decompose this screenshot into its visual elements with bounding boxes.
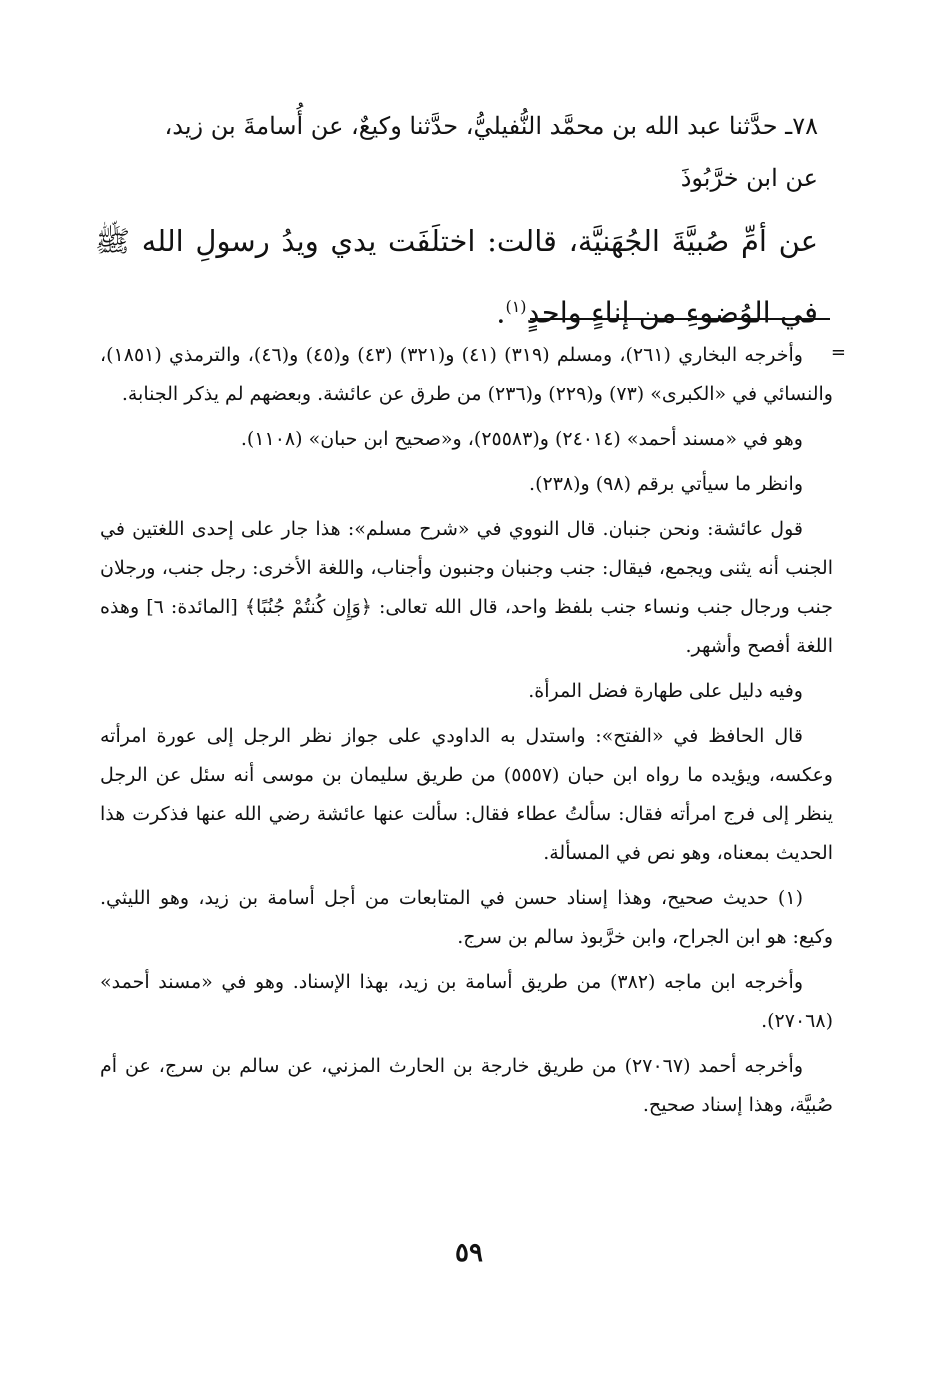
note-paragraph-5: وفيه دليل على طهارة فضل المرأة.: [528, 680, 803, 702]
note-paragraph-6: قال الحافظ في «الفتح»: واستدل به الداودي على جواز نظر الرجل إلى عورة امرأته وعكسه، ويؤيده ما رواه ابن حبان (٥٥٥٧) من طريق سليمان بن موسى أنه سئل عن الرجل ينظر إلى فرج امرأته فقال: سألتُ عطاء فقال: سألت عنها عائشة رضي الله عنها فذكرت هذا الحديث بمعناه، وهو نص في المسألة.: [100, 725, 833, 864]
hadith-chain-line-1: ٧٨ـ حدَّثنا عبد الله بن محمَّد النُّفيليُّ، حدَّثنا وكيعٌ، عن أُسامةَ بن زيد،: [164, 112, 818, 140]
footnote-divider: [530, 318, 830, 320]
hadith-matn-text: عن أمِّ صُبيَّةَ الجُهَنيَّة، قالت: اختلَفَت يدي ويدُ رسولِ الله ﷺ في الوُضوءِ من إناءٍ واحدٍ: [95, 224, 818, 330]
footnote-1: (١) حديث صحيح، وهذا إسناد حسن في المتابعات من أجل أسامة بن زيد، وهو الليثي. وكيع: هو ابن الجراح، وابن خرَّبوذ سالم بن سرج.: [100, 887, 833, 948]
hadith-text: [95, 100, 818, 346]
hadith-matn-end: .: [496, 295, 506, 330]
note-paragraph-9: وأخرجه أحمد (٢٧٠٦٧) من طريق خارجة بن الحارث المزني، عن سالم بن سرج، عن أم صُبيَّة، وهذا إسناد صحيح.: [100, 1055, 833, 1116]
note-paragraph-8: وأخرجه ابن ماجه (٣٨٢) من طريق أسامة بن زيد، بهذا الإسناد. وهو في «مسند أحمد» (٢٧٠٦٨).: [100, 971, 833, 1032]
footnote-marker[interactable]: (١): [505, 297, 527, 316]
hadith-chain-line-2: عن ابن خرَّبُوذَ: [680, 164, 818, 192]
footnotes: [100, 336, 833, 1131]
hadith-matn: [95, 208, 818, 346]
note-paragraph-3: وانظر ما سيأتي برقم (٩٨) و(٢٣٨).: [529, 473, 803, 495]
continuation-mark: =: [830, 342, 846, 363]
note-paragraph-2: وهو في «مسند أحمد» (٢٤٠١٤) و(٢٥٥٨٣)، و«صحيح ابن حبان» (١١٠٨).: [240, 428, 803, 450]
note-paragraph-4: قول عائشة: ونحن جنبان. قال النووي في «شرح مسلم»: هذا جار على إحدى اللغتين في الجنب أنه يثنى ويجمع، فيقال: جنب وجنبان وجنبون وأجناب، واللغة الأخرى: رجل جنب، ورجلان جنب ورجال جنب ونساء جنب بلفظ واحد، قال الله تعالى: ﴿وَإِن كُنتُمْ جُنُبًا﴾ [المائدة: ٦] وهذه اللغة أفصح وأشهر.: [100, 518, 833, 657]
note-paragraph-1: وأخرجه البخاري (٢٦١)، ومسلم (٣١٩) (٤١) و(٣٢١) (٤٣) و(٤٥) و(٤٦)، والترمذي (١٨٥١)، والنسائي في «الكبرى» (٧٣) و(٢٢٩) و(٢٣٦) من طرق عن عائشة. وبعضهم لم يذكر الجنابة.: [100, 344, 833, 405]
page-number: ٥٩: [455, 1238, 483, 1268]
